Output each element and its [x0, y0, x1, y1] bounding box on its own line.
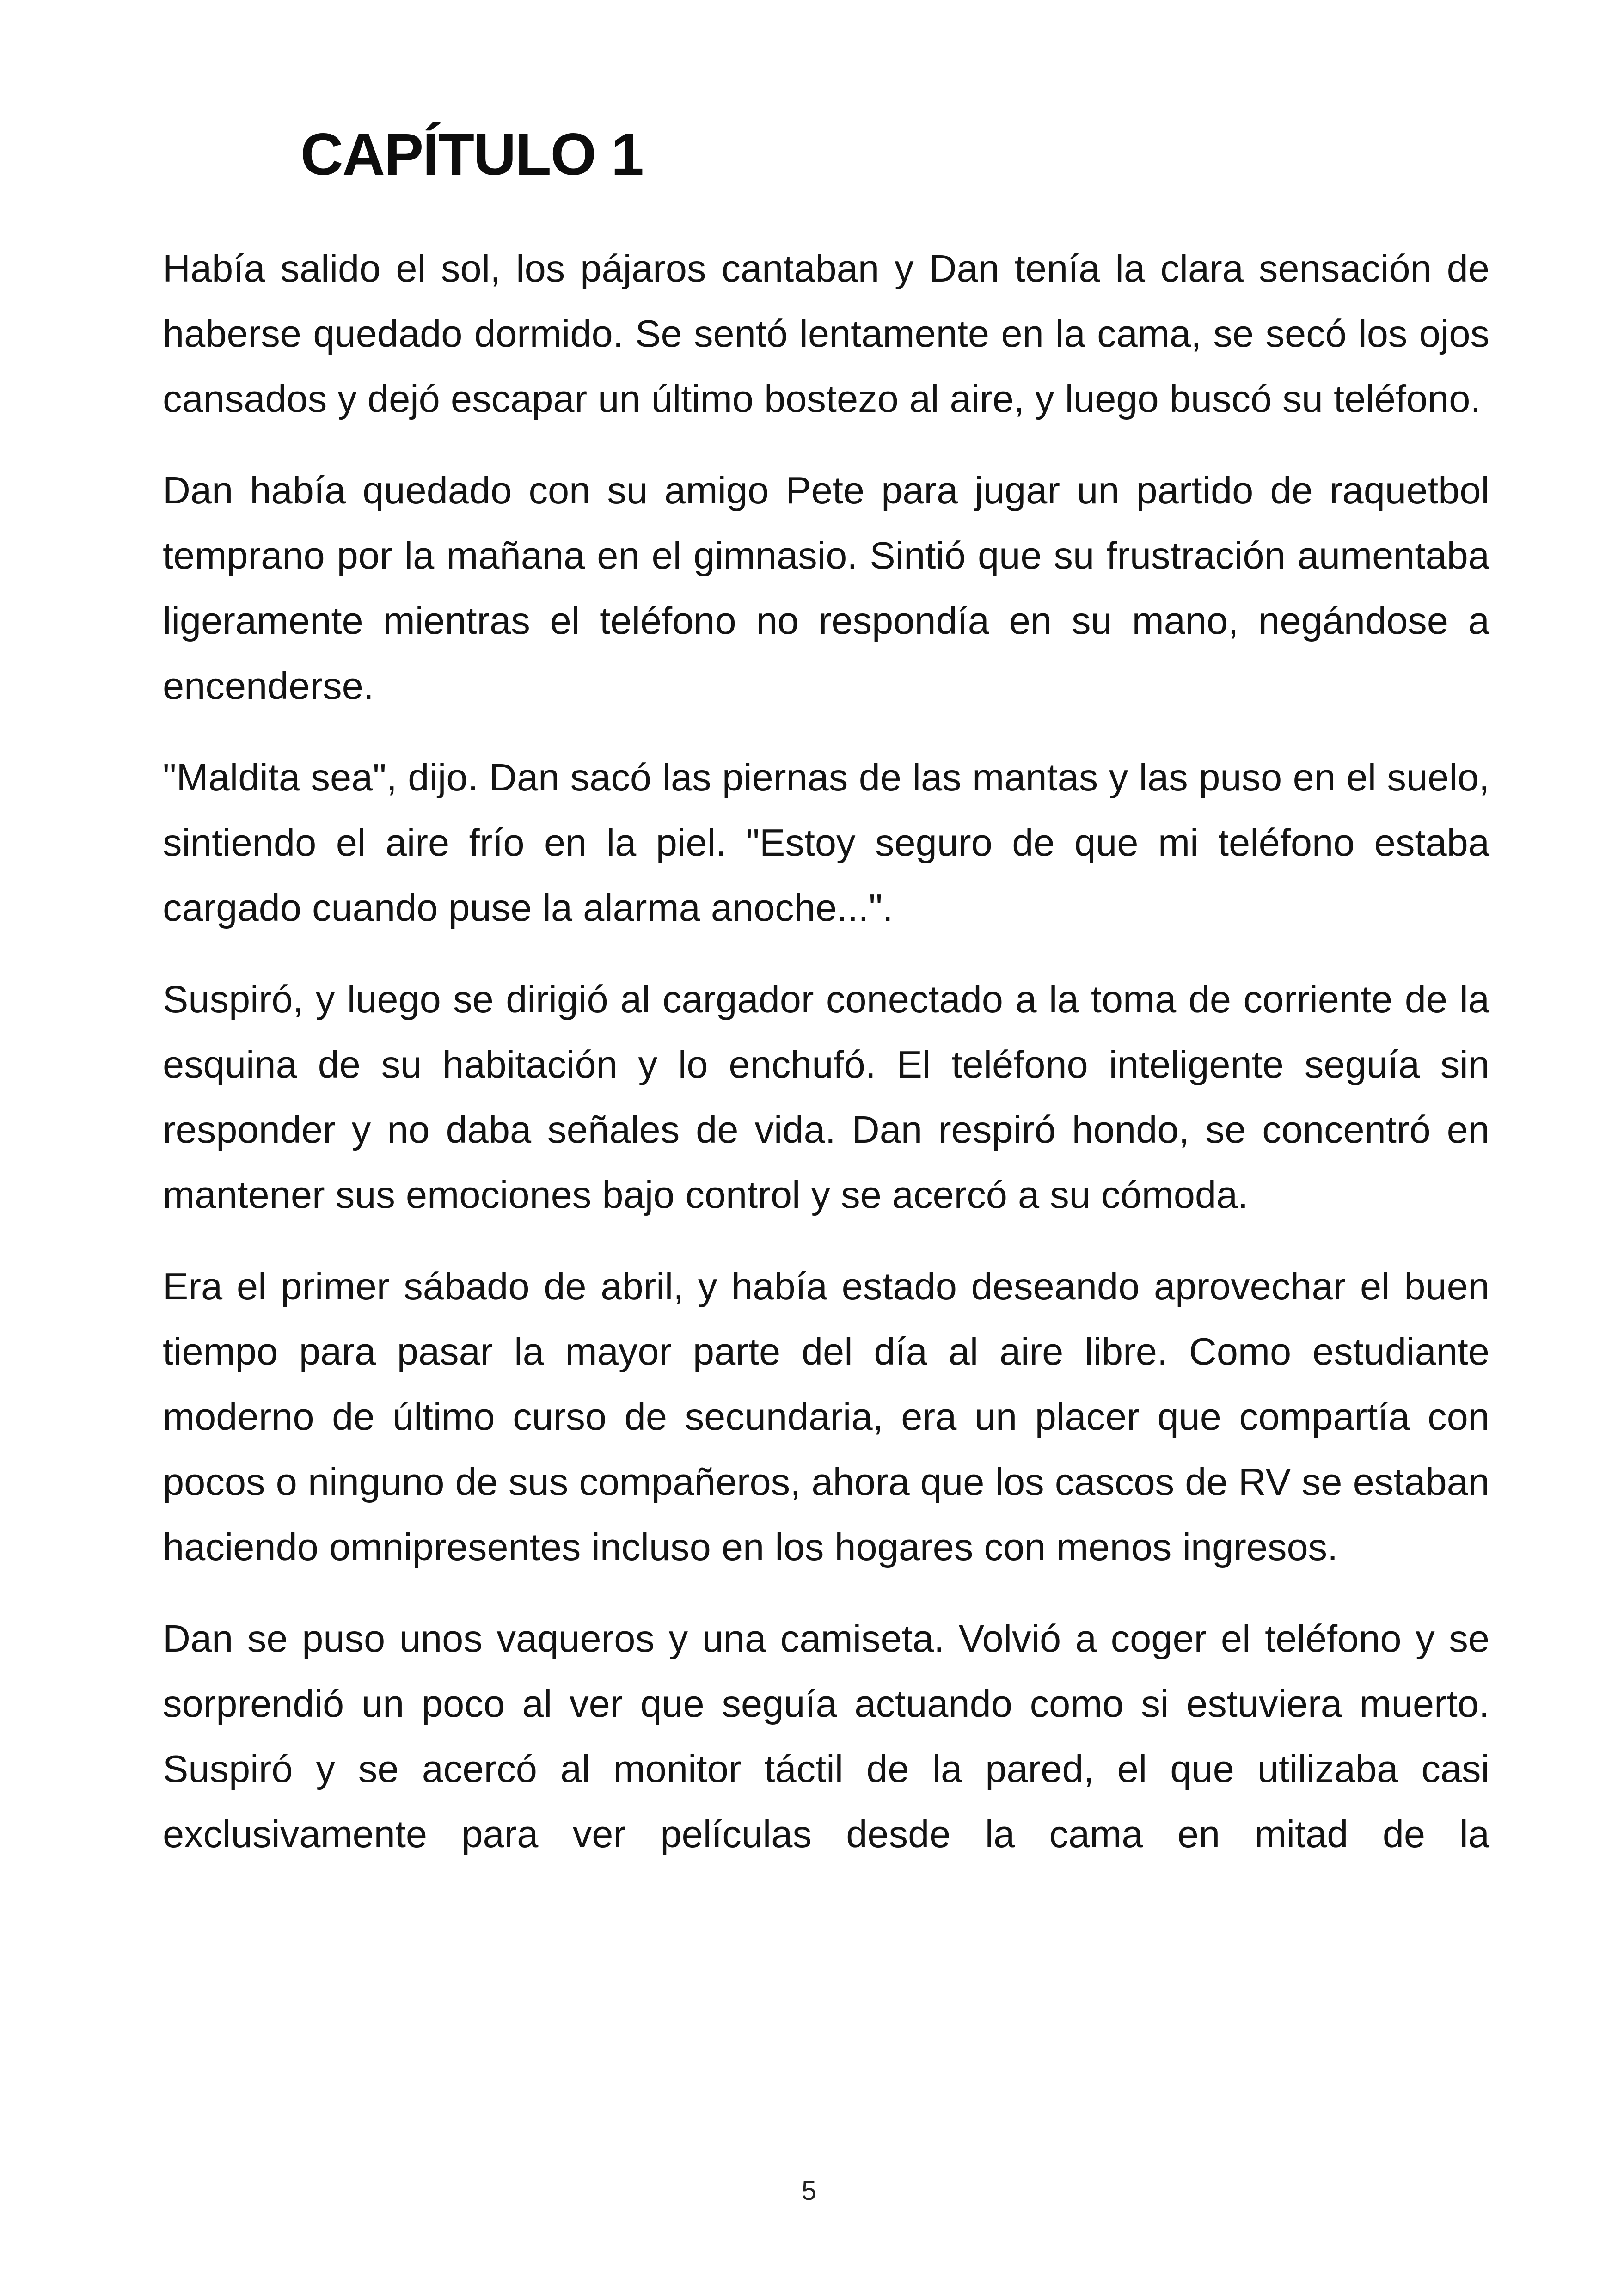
paragraph: Dan se puso unos vaqueros y una camiseta. Volvió a coger el teléfono y se sorprendió un poco al ver que seguía actuando como si estuviera muerto. Suspiró y se acercó al monitor táctil de la pared, el que utilizaba casi exclusivamente para ver películas desde la cama en mitad de la	[163, 1617, 1489, 1855]
paragraph: Suspiró, y luego se dirigió al cargador conectado a la toma de corriente de la esquina de su habitación y lo enchufó. El teléfono inteligente seguía sin responder y no daba señales de vida. Dan respiró hondo, se concentró en mantener sus emociones bajo control y se acercó a su cómoda.	[163, 978, 1489, 1216]
paragraph: Había salido el sol, los pájaros cantaban y Dan tenía la clara sensación de haberse quedado dormido. Se sentó lentamente en la cama, se secó los ojos cansados y dejó escapar un último bostezo al aire, y luego buscó su teléfono.	[163, 247, 1489, 420]
paragraph: Era el primer sábado de abril, y había estado deseando aprovechar el buen tiempo para pasar la mayor parte del día al aire libre. Como estudiante moderno de último curso de secundaria, era un placer que compartía con pocos o ninguno de sus compañeros, ahora que los cascos de RV se estaban haciendo omnipresentes incluso en los hogares con menos ingresos.	[163, 1265, 1489, 1568]
page-number: 5	[801, 2176, 817, 2206]
chapter-body	[163, 236, 1489, 1893]
paragraph: Dan había quedado con su amigo Pete para jugar un partido de raquetbol temprano por la mañana en el gimnasio. Sintió que su frustración aumentaba ligeramente mientras el teléfono no respondía en su mano, negándose a encenderse.	[163, 469, 1489, 707]
chapter-title: CAPÍTULO 1	[300, 122, 643, 188]
paragraph: "Maldita sea", dijo. Dan sacó las piernas de las mantas y las puso en el suelo, sintiendo el aire frío en la piel. "Estoy seguro de que mi teléfono estaba cargado cuando puse la alarma anoche...".	[163, 756, 1489, 929]
